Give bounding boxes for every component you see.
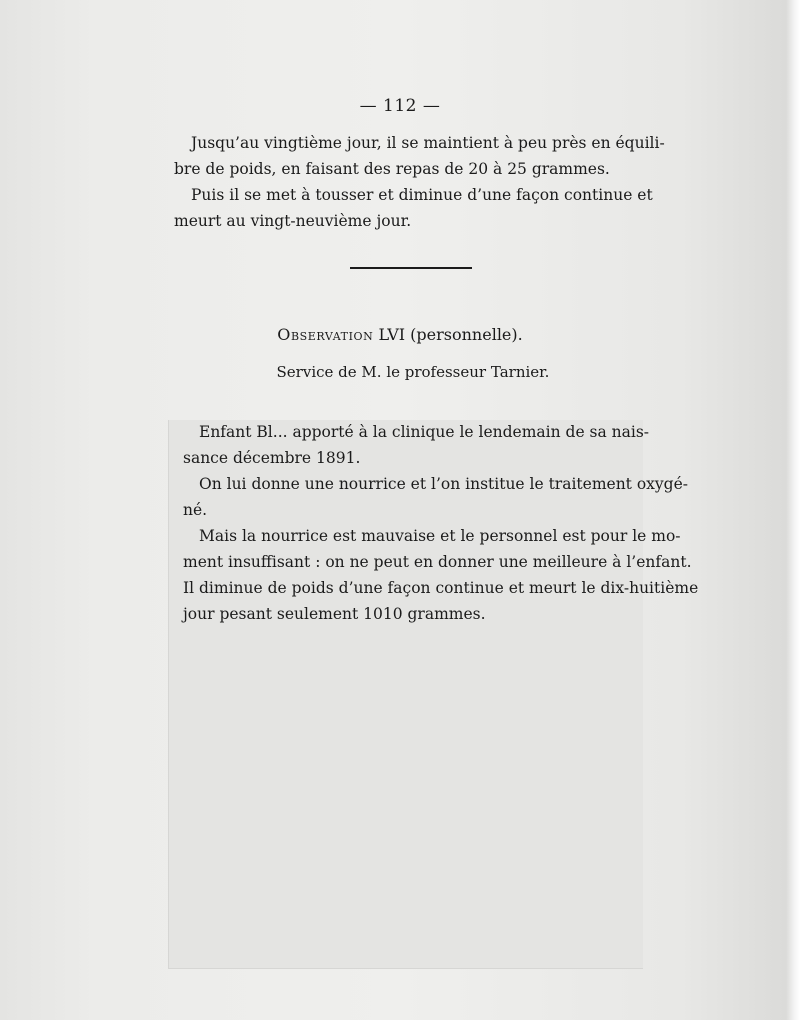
service-line: Service de M. le professeur Tarnier.	[276, 363, 550, 381]
text-line: Il diminue de poids d’une façon continue et meurt le dix-huitième	[183, 579, 699, 597]
text-line: On lui donne une nourrice et l’on institue le traitement oxygé-	[199, 475, 688, 493]
observation-title-rest: LVI (personnelle).	[378, 325, 523, 344]
text-line: Mais la nourrice est mauvaise et le personnel est pour le mo-	[199, 527, 681, 545]
bleed-through-panel	[168, 420, 699, 969]
section-divider	[350, 267, 472, 269]
observation-title-prefix: Observation	[277, 325, 374, 344]
page-number: — 112 —	[359, 96, 441, 116]
observation-title	[0, 323, 800, 347]
text-line: Jusqu’au vingtième jour, il se maintient à peu près en équili-	[191, 134, 665, 152]
text-line: sance décembre 1891.	[183, 449, 361, 467]
page-edge-shadow	[786, 0, 800, 1020]
text-line: Puis il se met à tousser et diminue d’une façon continue et	[191, 186, 653, 204]
text-line: Enfant Bl... apporté à la clinique le lendemain de sa nais-	[199, 423, 650, 441]
text-line: meurt au vingt-neuvième jour.	[174, 212, 412, 230]
text-line: bre de poids, en faisant des repas de 20 à 25 grammes.	[174, 160, 610, 178]
text-line: ment insuffisant : on ne peut en donner une meilleure à l’enfant.	[183, 553, 692, 571]
text-line: jour pesant seulement 1010 grammes.	[183, 605, 486, 623]
text-line: né.	[183, 501, 208, 519]
